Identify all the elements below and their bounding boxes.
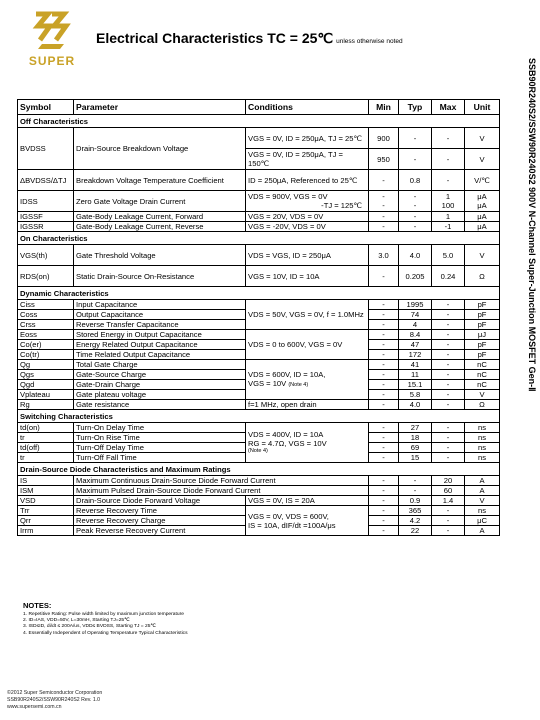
min-cell: - xyxy=(369,433,399,443)
symbol-cell: Irrm xyxy=(18,526,74,536)
max-cell: - xyxy=(432,400,465,410)
unit-cell: nC xyxy=(465,360,500,370)
max-cell: - xyxy=(432,380,465,390)
parameter-cell: Gate resistance xyxy=(74,400,246,410)
notes-title: NOTES: xyxy=(23,601,52,610)
unit-cell: μJ xyxy=(465,330,500,340)
section-title: On Characteristics xyxy=(18,232,500,245)
typ-cell: 1995 xyxy=(399,300,432,310)
table-row xyxy=(18,400,500,410)
unit-cell: pF xyxy=(465,320,500,330)
condition-cell: VDS = 50V, VGS = 0V, f = 1.0MHz xyxy=(246,300,369,330)
min-cell: - xyxy=(369,370,399,380)
section-row xyxy=(18,463,500,476)
condition-cell: VDS = VGS, ID = 250μA xyxy=(246,245,369,266)
value-line: - xyxy=(413,201,417,210)
condition-text: VGS = 10V xyxy=(248,378,287,388)
symbol-cell: Co(tr) xyxy=(18,350,74,360)
typ-cell: 4 xyxy=(399,320,432,330)
header-min: Min xyxy=(369,100,399,115)
max-cell: - xyxy=(432,170,465,191)
parameter-cell: Gate plateau voltage xyxy=(74,390,246,400)
section-row xyxy=(18,115,500,128)
condition-line: VGS = 0V, VDS = 600V, xyxy=(248,511,329,521)
condition-cell: VGS = 10V, ID = 10A xyxy=(246,266,369,287)
max-cell: - xyxy=(432,310,465,320)
header-parameter: Parameter xyxy=(74,100,246,115)
condition-cell: ID = 250μA, Referenced to 25℃ xyxy=(246,170,369,191)
max-cell: - xyxy=(432,453,465,463)
condition-line: RG = 4.7Ω, VGS = 10V xyxy=(248,439,327,448)
parameter-cell: Breakdown Voltage Temperature Coefficient xyxy=(74,170,246,191)
table-row xyxy=(18,423,500,433)
unit-cell: pF xyxy=(465,300,500,310)
table-row xyxy=(18,476,500,486)
typ-cell: 0.8 xyxy=(399,170,432,191)
typ-cell: 41 xyxy=(399,360,432,370)
section-title: Switching Characteristics xyxy=(18,410,500,423)
typ-cell: 5.8 xyxy=(399,390,432,400)
min-cell: - xyxy=(369,170,399,191)
typ-cell: - xyxy=(399,149,432,170)
parameter-cell: Drain-Source Breakdown Voltage xyxy=(74,128,246,170)
typ-cell: - xyxy=(399,212,432,222)
page-title: Electrical Characteristics TC = 25℃ xyxy=(96,30,334,46)
max-cell: - xyxy=(432,433,465,443)
condition-line: -TJ = 125℃ xyxy=(321,201,362,210)
condition-cell xyxy=(246,423,369,463)
min-cell: - xyxy=(369,380,399,390)
unit-cell: Ω xyxy=(465,400,500,410)
typ-cell: 11 xyxy=(399,370,432,380)
symbol-cell: Vplateau xyxy=(18,390,74,400)
condition-cell xyxy=(246,506,369,536)
unit-cell: ns xyxy=(465,433,500,443)
typ-cell: 27 xyxy=(399,423,432,433)
max-cell: 5.0 xyxy=(432,245,465,266)
typ-cell: 18 xyxy=(399,433,432,443)
value-line: μA xyxy=(477,192,487,201)
parameter-cell: Turn-On Delay Time xyxy=(74,423,246,433)
section-title: Dynamic Characteristics xyxy=(18,287,500,300)
table-row xyxy=(18,330,500,340)
parameter-cell: Turn-Off Fall Time xyxy=(74,453,246,463)
value-line: - xyxy=(413,192,417,201)
parameter-cell: Total Gate Charge xyxy=(74,360,246,370)
header-typ: Typ xyxy=(399,100,432,115)
parameter-cell: Peak Reverse Recovery Current xyxy=(74,526,246,536)
unit-cell: ns xyxy=(465,453,500,463)
unit-cell: ns xyxy=(465,423,500,433)
symbol-cell: Coss xyxy=(18,310,74,320)
side-title xyxy=(522,58,540,658)
parameter-cell: Energy Related Output Capacitance xyxy=(74,340,246,350)
typ-cell: 22 xyxy=(399,526,432,536)
parameter-cell: Stored Energy in Output Capacitance xyxy=(74,330,246,340)
max-cell xyxy=(432,191,465,212)
min-cell: - xyxy=(369,350,399,360)
unit-cell: A xyxy=(465,476,500,486)
parameter-cell: Gate-Body Leakage Current, Forward xyxy=(74,212,246,222)
symbol-cell: Rg xyxy=(18,400,74,410)
unit-cell: V/℃ xyxy=(465,170,500,191)
notes-section xyxy=(23,601,473,637)
max-cell: - xyxy=(432,370,465,380)
min-cell: - xyxy=(369,340,399,350)
min-cell: - xyxy=(369,266,399,287)
symbol-cell: IGSSF xyxy=(18,212,74,222)
max-cell: - xyxy=(432,526,465,536)
parameter-cell: Zero Gate Voltage Drain Current xyxy=(74,191,246,212)
min-cell: - xyxy=(369,222,399,232)
parameter-cell: Time Related Output Capacitance xyxy=(74,350,246,360)
condition-line: VDS = 900V, VGS = 0V xyxy=(248,192,328,201)
max-cell: - xyxy=(432,320,465,330)
symbol-cell: Co(er) xyxy=(18,340,74,350)
table-row xyxy=(18,266,500,287)
max-cell: -1 xyxy=(432,222,465,232)
max-cell: - xyxy=(432,350,465,360)
min-cell: - xyxy=(369,496,399,506)
section-title: Drain-Source Diode Characteristics and Maximum Ratings xyxy=(18,463,500,476)
unit-cell: nC xyxy=(465,370,500,380)
symbol-cell: Trr xyxy=(18,506,74,516)
symbol-cell: BVDSS xyxy=(18,128,74,170)
min-cell: - xyxy=(369,443,399,453)
min-cell: - xyxy=(369,390,399,400)
table-header-row xyxy=(18,100,500,115)
min-cell: - xyxy=(369,423,399,433)
unit-cell: A xyxy=(465,486,500,496)
side-title-text: SSB90R240S2/SSW90R240S2 900V N-Channel Super-Junction MOSFET Gen-Ⅱ xyxy=(527,58,537,392)
typ-cell: - xyxy=(399,476,432,486)
parameter-cell: Drain-Source Diode Forward Voltage xyxy=(74,496,246,506)
max-cell: - xyxy=(432,330,465,340)
min-cell: - xyxy=(369,516,399,526)
typ-cell: 0.205 xyxy=(399,266,432,287)
symbol-cell: Qgd xyxy=(18,380,74,390)
parameter-cell: Reverse Transfer Capacitance xyxy=(74,320,246,330)
revision-text: SSB90R240S2/SSW90R240S2 Rev. 1.0 xyxy=(7,697,101,703)
symbol-cell: Qrr xyxy=(18,516,74,526)
symbol-cell: Eoss xyxy=(18,330,74,340)
unit-cell: nC xyxy=(465,380,500,390)
unit-cell: V xyxy=(465,245,500,266)
min-cell xyxy=(369,191,399,212)
typ-cell: 4.2 xyxy=(399,516,432,526)
min-cell: - xyxy=(369,310,399,320)
condition-line xyxy=(248,379,366,390)
symbol-cell: tr xyxy=(18,433,74,443)
unit-cell: V xyxy=(465,128,500,149)
table-row xyxy=(18,245,500,266)
typ-cell: - xyxy=(399,486,432,496)
symbol-cell: Qgs xyxy=(18,370,74,380)
typ-cell: 8.4 xyxy=(399,330,432,340)
typ-cell: 69 xyxy=(399,443,432,453)
value-line: - xyxy=(382,201,385,210)
parameter-cell: Reverse Recovery Charge xyxy=(74,516,246,526)
min-cell: - xyxy=(369,526,399,536)
min-cell: - xyxy=(369,486,399,496)
company-logo xyxy=(22,10,82,72)
condition-cell: VGS = 20V, VDS = 0V xyxy=(246,212,369,222)
unit-cell: ns xyxy=(465,443,500,453)
table-row xyxy=(18,496,500,506)
min-cell: - xyxy=(369,506,399,516)
symbol-cell: IDSS xyxy=(18,191,74,212)
condition-note: (Note 4) xyxy=(288,381,309,388)
typ-cell: 4.0 xyxy=(399,400,432,410)
max-cell: - xyxy=(432,443,465,453)
condition-line: VDS = 600V, ID = 10A, xyxy=(248,369,326,379)
parameter-cell: Turn-On Rise Time xyxy=(74,433,246,443)
logo-text: SUPER xyxy=(28,54,76,68)
unit-cell: μA xyxy=(465,222,500,232)
symbol-cell: Crss xyxy=(18,320,74,330)
symbol-cell: td(on) xyxy=(18,423,74,433)
parameter-cell: Gate Threshold Voltage xyxy=(74,245,246,266)
parameter-cell: Turn-Off Delay Time xyxy=(74,443,246,453)
min-cell: 3.0 xyxy=(369,245,399,266)
website-link[interactable]: www.supersemi.com.cn xyxy=(7,704,62,710)
max-cell: - xyxy=(432,128,465,149)
min-cell: - xyxy=(369,320,399,330)
min-cell: - xyxy=(369,453,399,463)
parameter-cell: Gate-Drain Charge xyxy=(74,380,246,390)
symbol-cell: td(off) xyxy=(18,443,74,453)
note-item: 1. Repetitive Rating: Pulse width limited by maximum junction temperature xyxy=(23,612,184,617)
typ-cell: 172 xyxy=(399,350,432,360)
max-cell: 0.24 xyxy=(432,266,465,287)
condition-line: IS = 10A, dIF/dt =100A/μs xyxy=(248,520,336,530)
symbol-cell: ISM xyxy=(18,486,74,496)
copyright-text: ©2012 Super Semiconductor Corporation xyxy=(7,690,103,696)
condition-note: (Note 4) xyxy=(248,448,268,454)
symbol-cell: Ciss xyxy=(18,300,74,310)
parameter-cell: Static Drain-Source On-Resistance xyxy=(74,266,246,287)
min-cell: - xyxy=(369,300,399,310)
max-cell: 20 xyxy=(432,476,465,486)
table-row xyxy=(18,506,500,516)
max-cell: - xyxy=(432,360,465,370)
unit-cell: pF xyxy=(465,350,500,360)
header-symbol: Symbol xyxy=(18,100,74,115)
unit-cell: pF xyxy=(465,340,500,350)
condition-cell xyxy=(246,191,369,212)
table-row xyxy=(18,486,500,496)
header-unit: Unit xyxy=(465,100,500,115)
page-header xyxy=(96,30,496,48)
max-cell: - xyxy=(432,506,465,516)
symbol-cell: RDS(on) xyxy=(18,266,74,287)
header-conditions: Conditions xyxy=(246,100,369,115)
typ-cell: 15.1 xyxy=(399,380,432,390)
min-cell: - xyxy=(369,476,399,486)
max-cell: - xyxy=(432,149,465,170)
typ-cell: 74 xyxy=(399,310,432,320)
min-cell: 900 xyxy=(369,128,399,149)
section-row xyxy=(18,410,500,423)
parameter-cell: Maximum Pulsed Drain-Source Diode Forward Current xyxy=(74,486,369,496)
unit-cell: V xyxy=(465,390,500,400)
page-footer xyxy=(7,690,102,711)
condition-cell: VDS = 0 to 600V, VGS = 0V xyxy=(246,330,369,360)
condition-cell xyxy=(246,360,369,400)
unit-cell: V xyxy=(465,149,500,170)
unit-cell: Ω xyxy=(465,266,500,287)
value-line: μA xyxy=(477,201,487,210)
typ-cell: 365 xyxy=(399,506,432,516)
table-row xyxy=(18,300,500,310)
unit-cell: ns xyxy=(465,506,500,516)
max-cell: - xyxy=(432,390,465,400)
max-cell: 60 xyxy=(432,486,465,496)
symbol-cell: VGS(th) xyxy=(18,245,74,266)
table-row xyxy=(18,212,500,222)
section-title: Off Characteristics xyxy=(18,115,500,128)
unit-cell: pF xyxy=(465,310,500,320)
typ-cell: 0.9 xyxy=(399,496,432,506)
condition-cell: VGS = 0V, ID = 250μA, TJ = 25℃ xyxy=(246,128,369,149)
symbol-cell: IGSSR xyxy=(18,222,74,232)
symbol-cell: ΔBVDSS/ΔTJ xyxy=(18,170,74,191)
super-logo-icon xyxy=(32,10,72,50)
unit-cell: μC xyxy=(465,516,500,526)
condition-cell: f=1 MHz, open drain xyxy=(246,400,369,410)
symbol-cell: tr xyxy=(18,453,74,463)
parameter-cell: Gate-Source Charge xyxy=(74,370,246,380)
max-cell: 1 xyxy=(432,212,465,222)
table-row xyxy=(18,170,500,191)
note-item: 4. Essentially Independent of Operating Temperature Typical Characteristics xyxy=(23,630,188,636)
section-row xyxy=(18,232,500,245)
max-cell: - xyxy=(432,300,465,310)
parameter-cell: Gate-Body Leakage Current, Reverse xyxy=(74,222,246,232)
typ-cell: - xyxy=(399,222,432,232)
condition-line: VDS = 400V, ID = 10A xyxy=(248,430,324,439)
typ-cell: 4.0 xyxy=(399,245,432,266)
min-cell: - xyxy=(369,212,399,222)
symbol-cell: VSD xyxy=(18,496,74,506)
max-cell: - xyxy=(432,423,465,433)
unit-cell xyxy=(465,191,500,212)
unit-cell: V xyxy=(465,496,500,506)
note-item: 3. ISD≤ID, di/dt ≤ 200A/us, VDD≤ BVDSS, Starting TJ = 25℃ xyxy=(23,624,156,630)
parameter-cell: Maximum Continuous Drain-Source Diode Forward Current xyxy=(74,476,369,486)
typ-cell: 47 xyxy=(399,340,432,350)
value-line: - xyxy=(382,192,385,201)
value-line: 1 xyxy=(445,192,451,201)
max-cell: 1.4 xyxy=(432,496,465,506)
unit-cell: A xyxy=(465,526,500,536)
min-cell: 950 xyxy=(369,149,399,170)
unit-cell: μA xyxy=(465,212,500,222)
table-row xyxy=(18,222,500,232)
max-cell: - xyxy=(432,516,465,526)
typ-cell: 15 xyxy=(399,453,432,463)
min-cell: - xyxy=(369,400,399,410)
parameter-cell: Reverse Recovery Time xyxy=(74,506,246,516)
condition-cell: VGS = 0V, IS = 20A xyxy=(246,496,369,506)
table-row xyxy=(18,360,500,370)
symbol-cell: Qg xyxy=(18,360,74,370)
parameter-cell: Output Capacitance xyxy=(74,310,246,320)
value-line: 100 xyxy=(441,201,455,210)
condition-cell: VGS = 0V, ID = 250μA, TJ = 150℃ xyxy=(246,149,369,170)
table-row xyxy=(18,128,500,149)
min-cell: - xyxy=(369,330,399,340)
note-item: 2. ID=IAS, VDD=50V, L=30mH, Starting TJ=25℃ xyxy=(23,618,130,624)
table-row xyxy=(18,191,500,212)
typ-cell xyxy=(399,191,432,212)
condition-cell: VGS = -20V, VDS = 0V xyxy=(246,222,369,232)
electrical-characteristics-table xyxy=(17,99,500,536)
parameter-cell: Input Capacitance xyxy=(74,300,246,310)
section-row xyxy=(18,287,500,300)
min-cell: - xyxy=(369,360,399,370)
page-subtitle: unless otherwise noted xyxy=(336,38,403,45)
max-cell: - xyxy=(432,340,465,350)
header-max: Max xyxy=(432,100,465,115)
symbol-cell: IS xyxy=(18,476,74,486)
typ-cell: - xyxy=(399,128,432,149)
